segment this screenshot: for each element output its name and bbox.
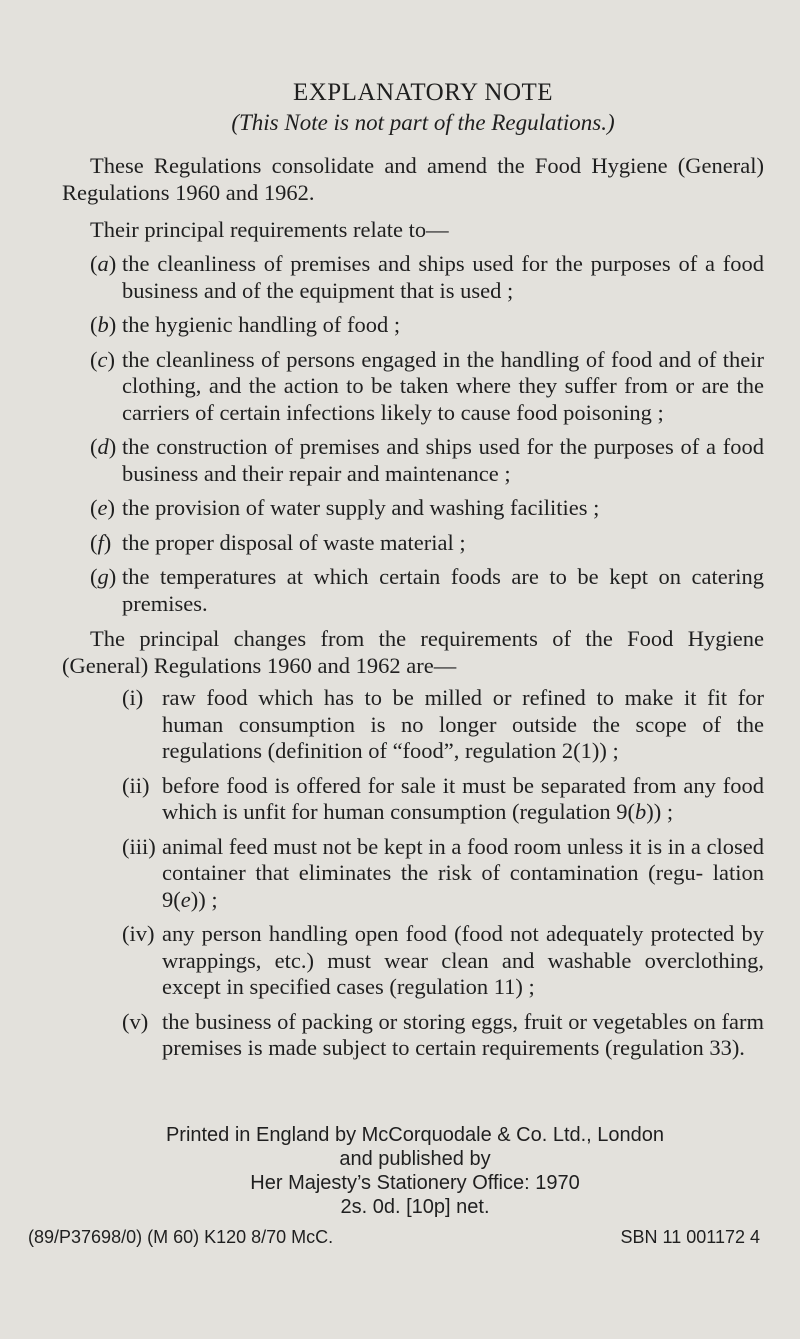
- printer-imprint: [0, 1123, 800, 1219]
- list-marker: (c): [90, 346, 115, 372]
- list-item-text: the business of packing or storing eggs, fruit or vegetables on farm premises is made subject to certain requirements (regulation 33).: [162, 1008, 764, 1060]
- list-item: [62, 1009, 764, 1062]
- list-item-text: before food is offered for sale it must be separated from any food which is unfit for human consumption (regulation 9(b)) ;: [162, 772, 764, 824]
- list-item: [62, 434, 764, 487]
- imprint-price-line: 2s. 0d. [10p] net.: [340, 1196, 490, 1218]
- footer-sbn: SBN 11 001172 4: [620, 1227, 760, 1247]
- imprint-printer-line: Printed in England by McCorquodale & Co. Ltd., London: [165, 1124, 665, 1146]
- list-marker: (g): [90, 564, 117, 589]
- list-item-text: raw food which has to be milled or refined to make it fit for human consumption is no longer outside the scope of the regulations (definition of “food”, regulation 2(1)) ;: [162, 685, 764, 763]
- page-title: EXPLANATORY NOTE: [292, 79, 554, 106]
- list-marker: (iii): [122, 833, 156, 859]
- requirements-list: [62, 251, 764, 617]
- changes-list: [62, 685, 764, 1062]
- paragraph-consolidate: These Regulations consolidate and amend the Food Hygiene (General) Regulations 1960 and 1962.: [62, 153, 764, 205]
- list-item-text: the provision of water supply and washing facilities ;: [122, 495, 600, 520]
- list-item: [62, 773, 764, 826]
- list-item: [62, 530, 764, 557]
- list-item-text: any person handling open food (food not adequately protected by wrappings, etc.) must wear clean and washable overclothing, except in specified cases (regulation 11) ;: [162, 921, 764, 999]
- list-marker: (d): [90, 434, 117, 459]
- list-item: [62, 251, 764, 304]
- list-marker: (e): [90, 495, 115, 520]
- list-marker: (b): [90, 312, 117, 337]
- list-item-text: the cleanliness of persons engaged in the handling of food and of their clothing, and the action to be taken where they suffer from or are the carriers of certain infections likely to cause food poisoning ;: [122, 346, 764, 425]
- list-marker: (v): [122, 1008, 149, 1034]
- list-item: [62, 834, 764, 914]
- imprint-published-line: and published by: [339, 1148, 491, 1170]
- list-marker: (ii): [122, 772, 150, 798]
- footer: [28, 1226, 760, 1248]
- list-item: [62, 495, 764, 522]
- list-item-text: the construction of premises and ships used for the purposes of a food business and their repair and maintenance ;: [122, 434, 764, 486]
- list-item-text: the cleanliness of premises and ships used for the purposes of a food business and of the equipment that is used ;: [122, 251, 764, 303]
- list-marker: (a): [90, 251, 117, 276]
- footer-reference: (89/P37698/0) (M 60) K120 8/70 McC.: [28, 1227, 334, 1247]
- list-item: [62, 564, 764, 617]
- list-item-text: the proper disposal of waste material ;: [122, 529, 466, 555]
- paragraph-changes-intro: The principal changes from the requirements of the Food Hygiene (General) Regulations 1960 and 1962 are—: [62, 626, 764, 678]
- list-item: [62, 347, 764, 427]
- list-marker: (i): [122, 685, 144, 710]
- list-marker: (iv): [122, 921, 155, 946]
- list-item: [62, 312, 764, 339]
- list-item-text: the hygienic handling of food ;: [122, 312, 401, 337]
- list-item-text: the temperatures at which certain foods are to be kept on catering premises.: [122, 564, 764, 616]
- list-item: [62, 921, 764, 1001]
- list-item: [62, 685, 764, 765]
- list-item-text: animal feed must not be kept in a food room unless it is in a closed container that eliminates the risk of contamination (regu- lation 9(e)) ;: [162, 833, 764, 912]
- page-subtitle: (This Note is not part of the Regulations.): [231, 110, 615, 135]
- imprint-publisher-line: Her Majesty’s Stationery Office: 1970: [250, 1172, 580, 1194]
- paragraph-requirements-intro: Their principal requirements relate to—: [90, 217, 449, 242]
- list-marker: (f): [90, 529, 112, 555]
